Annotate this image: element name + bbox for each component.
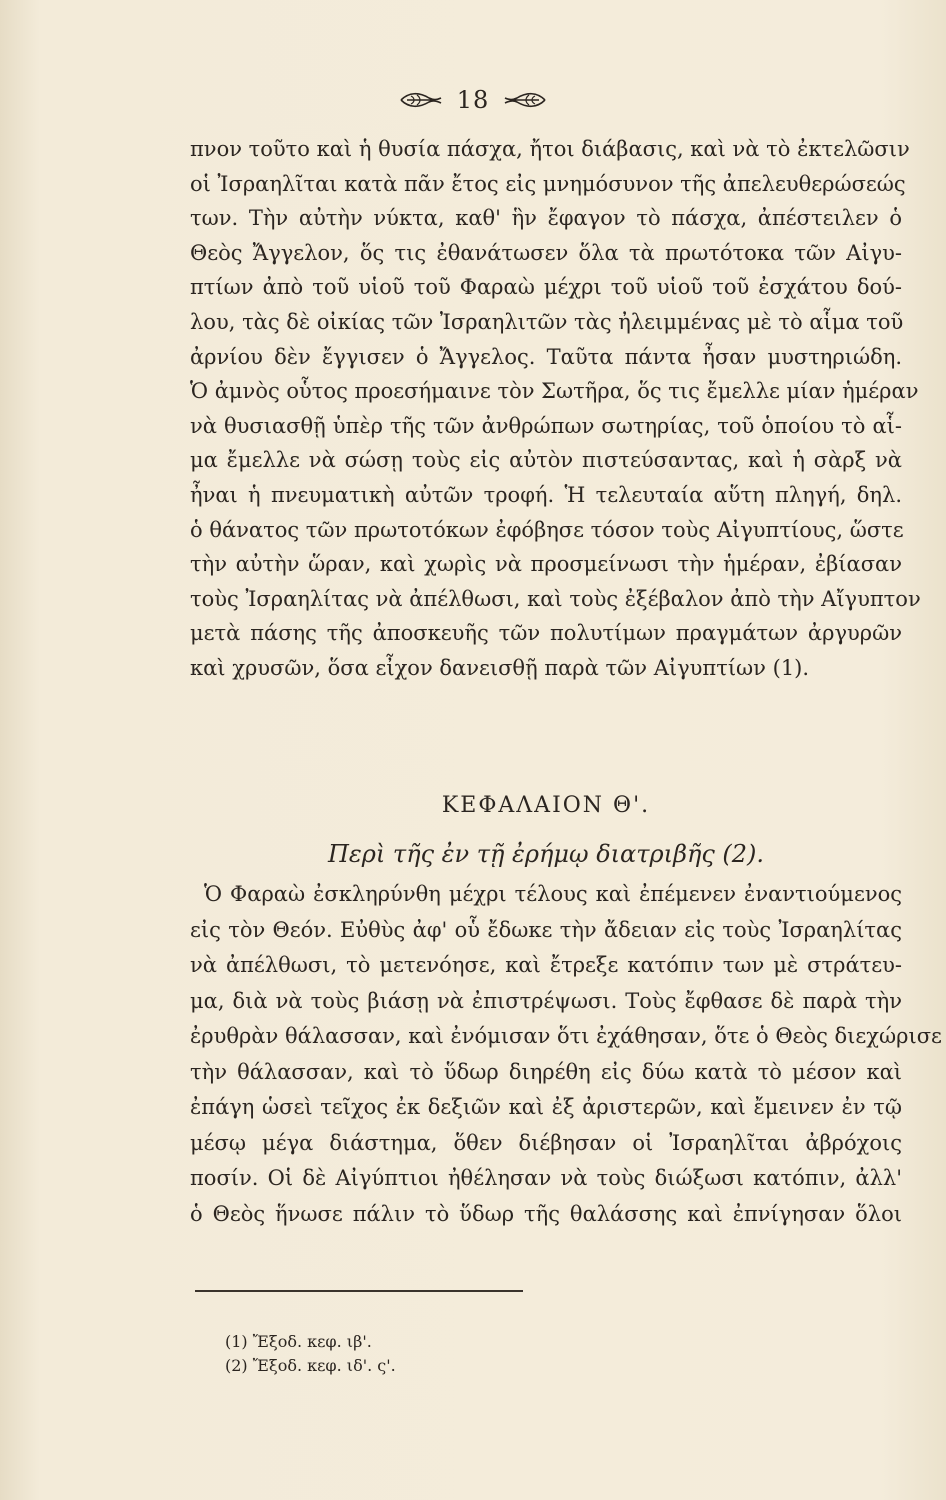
text-line: καὶ χρυσῶν, ὅσα εἶχον δανεισθῇ παρὰ τῶν Αἰγυπτίων (1). xyxy=(190,655,810,680)
text-line: πτίων ἀπὸ τοῦ υἱοῦ τοῦ Φαραὼ μέχρι τοῦ υἱοῦ τοῦ ἐσχάτου δού- xyxy=(190,275,902,300)
footnote: (1) Ἔξοδ. κεφ. ιβ'. xyxy=(225,1332,372,1351)
chapter-subtitle: Περὶ τῆς ἐν τῇ ἐρήμῳ διατριβῆς (2). xyxy=(327,840,765,868)
text-line: τὴν θάλασσαν, καὶ τὸ ὕδωρ διηρέθη εἰς δύω κατὰ τὸ μέσον καὶ xyxy=(190,1059,902,1084)
text-line: ποσίν. Οἱ δὲ Αἰγύπτιοι ἠθέλησαν νὰ τοὺς διώξωσι κατόπιν, ἀλλ' xyxy=(190,1166,902,1190)
text-line: ἀρνίου δὲν ἔγγισεν ὁ Ἄγγελος. Ταῦτα πάντα ἦσαν μυστηριώδη. xyxy=(190,344,902,369)
chapter-title: ΚΕΦΑΛΑΙΟΝ Θ'. xyxy=(441,793,651,818)
body-text-section-1 xyxy=(190,132,921,686)
text-line: μετὰ πάσης τῆς ἀποσκευῆς τῶν πολυτίμων πραγμάτων ἀργυρῶν xyxy=(190,621,902,646)
page-number: 18 xyxy=(456,86,490,114)
text-line: οἱ Ἰσραηλῖται κατὰ πᾶν ἔτος εἰς μνημόσυνον τῆς ἀπελευθερώσεώς xyxy=(190,171,906,196)
text-line: μα ἔμελλε νὰ σώσῃ τοὺς εἰς αὐτὸν πιστεύσαντας, καὶ ἡ σὰρξ νὰ xyxy=(190,448,902,473)
footnote-divider xyxy=(195,1290,523,1292)
text-line: μέσῳ μέγα διάστημα, ὅθεν διέβησαν οἱ Ἰσραηλῖται ἀβρόχοις xyxy=(190,1130,902,1155)
text-line: Θεὸς Ἄγγελον, ὅς τις ἐθανάτωσεν ὅλα τὰ πρωτότοκα τῶν Αἰγυ- xyxy=(190,240,902,265)
text-line: μα, διὰ νὰ τοὺς βιάσῃ νὰ ἐπιστρέψωσι. Τοὺς ἔφθασε δὲ παρὰ τὴν xyxy=(190,988,902,1013)
footnotes xyxy=(225,1330,396,1378)
text-line: ἐρυθρὰν θάλασσαν, καὶ ἐνόμισαν ὅτι ἐχάθησαν, ὅτε ὁ Θεὸς διεχώρισε xyxy=(190,1024,942,1048)
text-line: Ὁ Φαραὼ ἐσκληρύνθη μέχρι τέλους καὶ ἐπέμενεν ἐναντιούμενος xyxy=(204,882,902,906)
text-line: ὁ θάνατος τῶν πρωτοτόκων ἐφόβησε τόσον τοὺς Αἰγυπτίους, ὥστε xyxy=(190,517,904,542)
text-line: Ὁ ἀμνὸς οὗτος προεσήμαινε τὸν Σωτῆρα, ὅς τις ἔμελλε μίαν ἡμέραν xyxy=(190,379,919,404)
text-line: εἰς τὸν Θεόν. Εὐθὺς ἀφ' οὗ ἔδωκε τὴν ἄδειαν εἰς τοὺς Ἰσραηλίτας xyxy=(190,917,902,942)
text-line: ἦναι ἡ πνευματικὴ αὐτῶν τροφή. Ἡ τελευταία αὕτη πληγή, δηλ. xyxy=(190,482,902,507)
text-line: ἐπάγη ὡσεὶ τεῖχος ἐκ δεξιῶν καὶ ἐξ ἀριστερῶν, καὶ ἔμεινεν ἐν τῷ xyxy=(190,1095,902,1119)
text-line: τοὺς Ἰσραηλίτας νὰ ἀπέλθωσι, καὶ τοὺς ἐξέβαλον ἀπὸ τὴν Αἴγυπτον xyxy=(190,586,921,611)
ornament-left-icon xyxy=(399,89,443,111)
text-line: λου, τὰς δὲ οἰκίας τῶν Ἰσραηλιτῶν τὰς ἠλειμμένας μὲ τὸ αἷμα τοῦ xyxy=(190,309,904,334)
text-line: ὁ Θεὸς ἥνωσε πάλιν τὸ ὕδωρ τῆς θαλάσσης καὶ ἐπνίγησαν ὅλοι xyxy=(190,1201,902,1226)
page-header xyxy=(0,86,946,114)
ornament-right-icon xyxy=(503,89,547,111)
text-line: νὰ θυσιασθῇ ὑπὲρ τῆς τῶν ἀνθρώπων σωτηρίας, τοῦ ὁποίου τὸ αἷ- xyxy=(190,413,902,438)
text-line: πνον τοῦτο καὶ ἡ θυσία πάσχα, ἤτοι διάβασις, καὶ νὰ τὸ ἐκτελῶσιν xyxy=(190,137,910,161)
text-line: των. Τὴν αὐτὴν νύκτα, καθ' ἣν ἔφαγον τὸ πάσχα, ἀπέστειλεν ὁ xyxy=(190,206,902,231)
text-line: νὰ ἀπέλθωσι, τὸ μετενόησε, καὶ ἔτρεξε κατόπιν των μὲ στράτευ- xyxy=(190,953,902,977)
footnote: (2) Ἔξοδ. κεφ. ιδ'. ς'. xyxy=(225,1356,396,1375)
text-line: τὴν αὐτὴν ὥραν, καὶ χωρὶς νὰ προσμείνωσι τὴν ἡμέραν, ἐβίασαν xyxy=(190,552,902,577)
body-text-section-2 xyxy=(190,877,942,1232)
